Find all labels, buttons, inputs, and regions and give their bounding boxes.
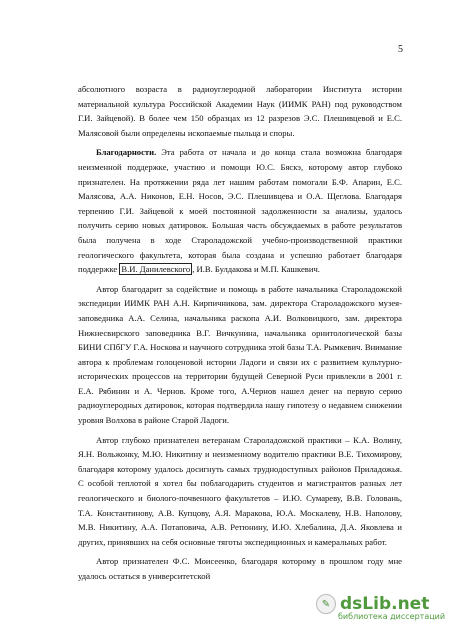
highlighted-name: В.И. Данилевского xyxy=(121,264,191,275)
paragraph-veterans: Автор глубоко признателен ветеранам Староладожской практики – К.А. Волину, Я.Н. Вольжонку, М.Ю. Никитину и неизменному водителю практики В.Е. Тихомирову, благодаря которому удалось досигнуть самых труднодоступных районов Приладожья. С особой теплотой я хотел бы поблагодарить студентов и магистрантов разных лет геологического и биолого-почвенного факультетов – И.Ю. Сумареву, В.В. Головань, Т.А. Константинову, А.В. Купцову, А.Я. Маракова, Ю.А. Москалеву, Н.В. Наполову, М.В. Никитину, А.А. Потаповича, А.В. Ретюнину, И.Ю. Хлебалина, Д.А. Яковлева и других, принявших на себя основные тяготы экспедиционных и камеральных работ. xyxy=(78,434,402,547)
document-body xyxy=(78,82,402,584)
paragraph-acknowledgements xyxy=(78,145,402,276)
paragraph-moiseenko: Автор признателен Ф.С. Моисеенко, благодаря которому в прошлом году мне удалось остаться в университетской xyxy=(78,556,402,581)
dslib-watermark xyxy=(316,594,448,634)
section-title: Благодарности. xyxy=(96,147,157,158)
watermark-name: dsLib.net xyxy=(340,594,430,614)
page-number: 5 xyxy=(398,44,403,55)
paragraph-expedition: Автор благодарит за содействие и помощь в работе начальника Староладожской экспедиции ИИМК РАН А.Н. Кирпичникова, зам. директора Староладожского музея-заповедника А.А. Селина, начальника раскопа А.И. Волковицкого, зам. директора Нижнесвирского заповедника В.Г. Вичкунина, начальника орнитологической базы БИНИ СПбГУ Г.А. Носкова и научного сотрудника этой базы Т.А. Рымкевич. Внимание автора к проблемам голоценовой истории Ладоги и связи их с развитием культурно-исторических процессов на территории будущей Северной Руси привлекли в 2001 г. Е.А. Рябинин и А. Чернов. Кроме того, А.Чернов нашел денег на первую серию радиоуглеродных датировок, которая подтвердила нашу гипотезу о недавнем снижении уровня Волхова в районе Старой Ладоги. xyxy=(78,283,402,426)
paragraph-text: , И.В. Булдакова и М.П. Кашкевич. xyxy=(192,264,320,275)
watermark-tagline: библиотека диссертаций xyxy=(338,612,446,621)
paragraph-dating: абсолютного возраста в радиоуглеродной лаборатории Института истории материальной культура Российской Академии Наук (ИИМК РАН) под руководством Г.И. Зайцевой). В более чем 150 образцах из 12 разрезов Э.С. Плешивцевой и Е.С. Малясовой были определены ископаемые пыльца и споры. xyxy=(78,84,402,138)
paragraph-text: Эта работа от начала и до конца стала возможна благодаря неизменной поддержке, участию и помощи Ю.С. Бяскэ, которому автор глубоко признателен. На протяжении ряда лет нашим работам помогали Б.Ф. Апарин, Е.С. Малясова, А.А. Никонов, Е.Н. Носов, Э.С. Плешивцева и О.А. Щеглова. Благодаря терпению Г.И. Зайцевой к моей постоянной задолженности за анализы, удалось получить серию новых датировок. Большая часть обсуждаемых в работе результатов была получена в ходе Староладожской учебно-производственной практики геологического факультета, которая была создана и успешно работает благодаря поддержке xyxy=(78,147,402,275)
book-icon: ✎ xyxy=(316,594,336,614)
